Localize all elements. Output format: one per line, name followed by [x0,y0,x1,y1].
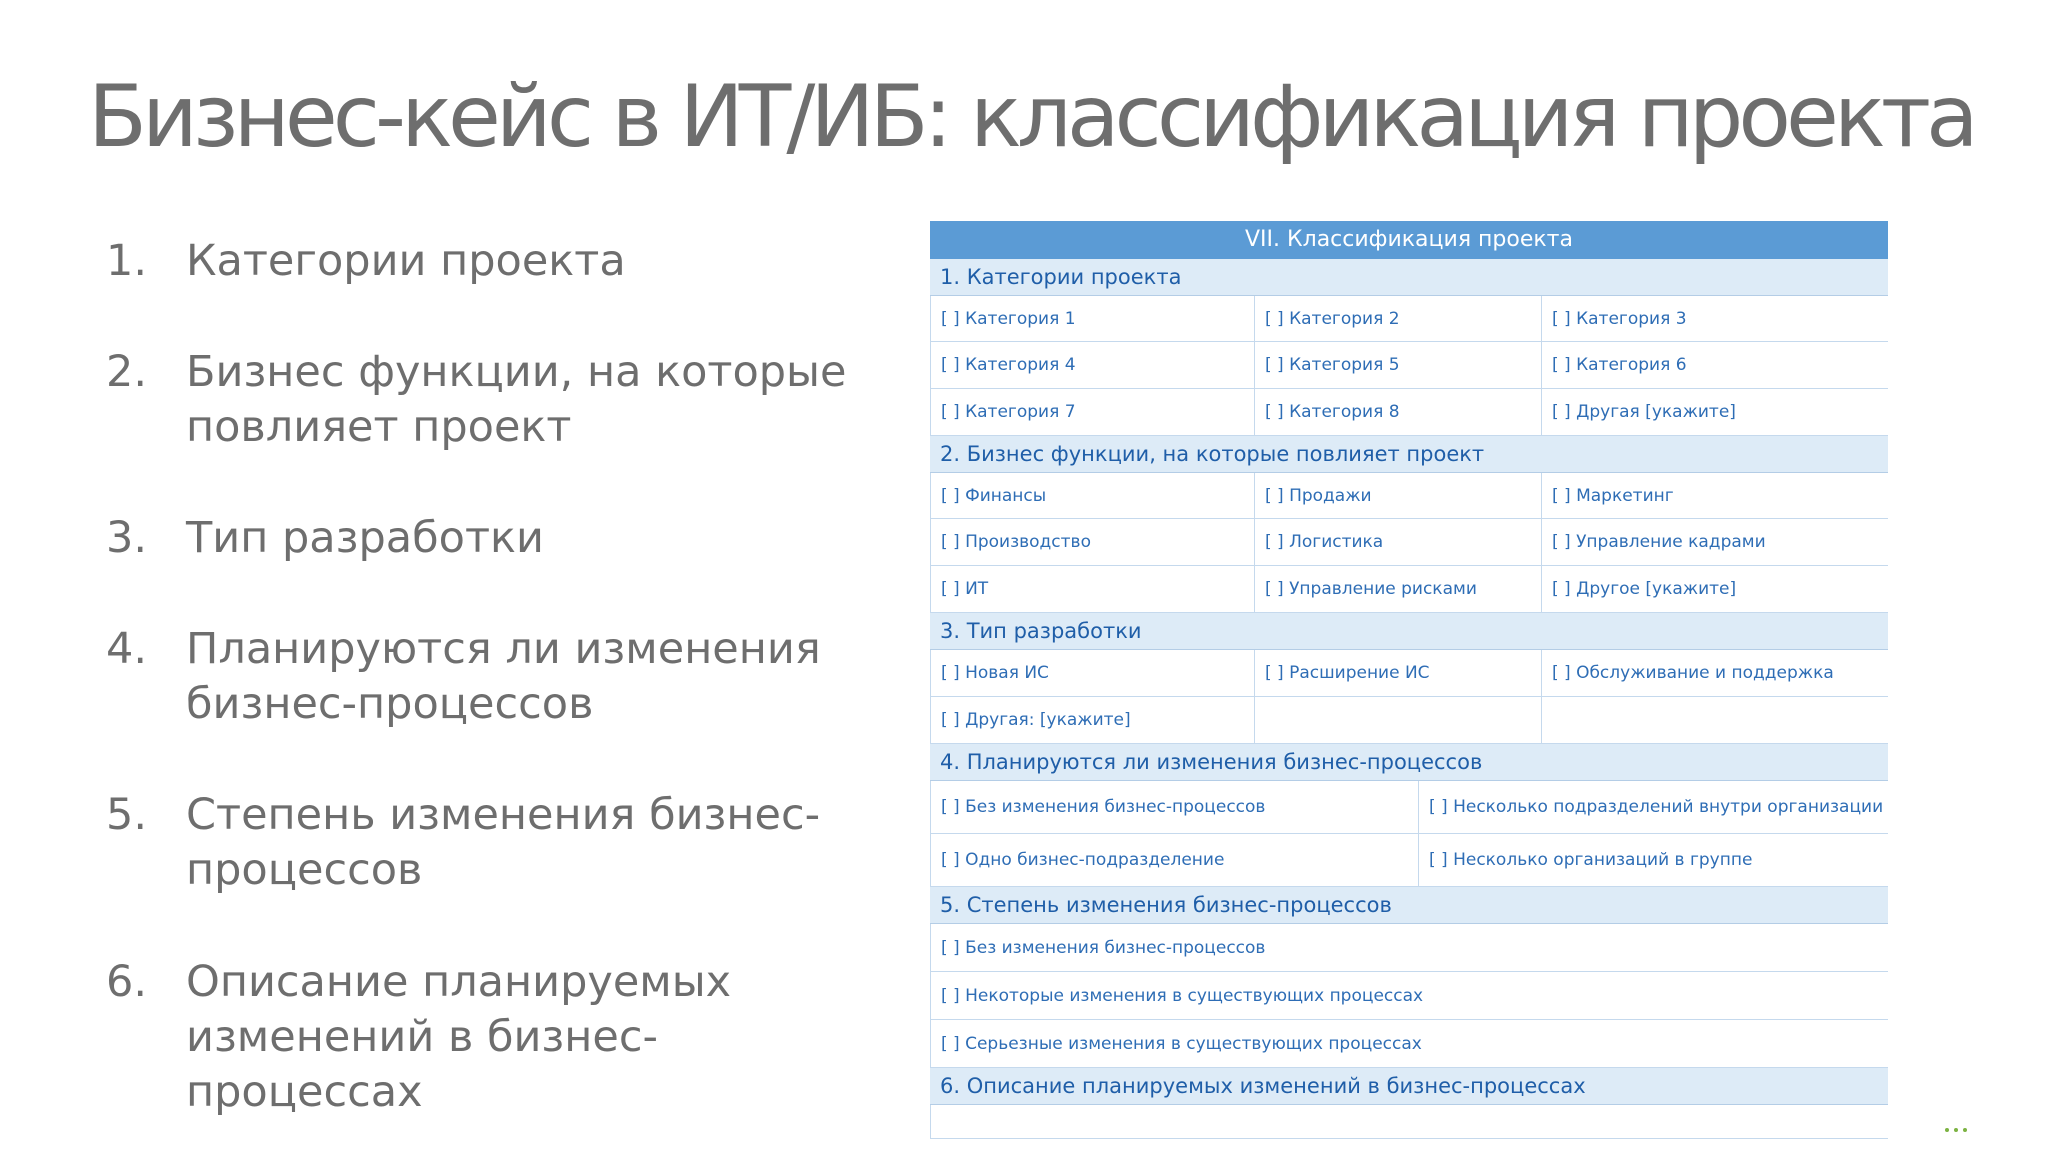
slide-title: Бизнес-кейс в ИТ/ИБ: классификация проекта [88,67,1974,167]
checkbox-option[interactable]: [ ] Категория 8 [1255,389,1542,435]
dot [1954,1128,1958,1132]
checkbox-option[interactable]: [ ] Категория 1 [930,296,1255,341]
form-row [930,972,1888,1020]
checkbox-option[interactable]: [ ] Без изменения бизнес-процессов [930,781,1419,833]
checkbox-option[interactable]: [ ] Одно бизнес-подразделение [930,834,1419,886]
agenda-item-text: Категории проекта [186,236,626,286]
agenda-item-text: Степень изменения бизнес-процессов [186,790,821,895]
checkbox-option[interactable]: [ ] Другая: [укажите] [930,697,1255,743]
checkbox-option[interactable]: [ ] Категория 4 [930,342,1255,388]
dot [1945,1128,1949,1132]
form-section-title: 2. Бизнес функции, на которые повлияет проект [930,436,1888,473]
more-dots-icon [1945,1128,1967,1132]
agenda-item-number: 5. [106,790,148,840]
checkbox-option[interactable]: [ ] Логистика [1255,519,1542,565]
form-row [930,473,1888,519]
form-section-title: 1. Категории проекта [930,259,1888,296]
form-row [930,342,1888,389]
checkbox-option[interactable]: [ ] Несколько организаций в группе [1429,850,1753,870]
form-section-title: 6. Описание планируемых изменений в бизнес-процессах [930,1068,1888,1105]
form-section-title: 5. Степень изменения бизнес-процессов [930,887,1888,924]
checkbox-option[interactable]: [ ] ИТ [930,566,1255,612]
form-row [930,519,1888,566]
agenda-item-text: Описание планируемых изменений в бизнес-процессах [186,957,732,1117]
form-row [930,566,1888,613]
checkbox-option[interactable]: [ ] Категория 2 [1255,296,1542,341]
checkbox-option[interactable]: [ ] Без изменения бизнес-процессов [930,924,1888,971]
checkbox-option[interactable]: [ ] Продажи [1255,473,1542,518]
checkbox-option[interactable]: [ ] Управление кадрами [1552,532,1766,552]
checkbox-option[interactable]: [ ] Обслуживание и поддержка [1552,663,1834,683]
form-row [930,781,1888,834]
agenda-item-text: Тип разработки [186,513,544,563]
empty-cell [1542,697,1888,743]
checkbox-option[interactable]: [ ] Расширение ИС [1255,650,1542,696]
checkbox-option[interactable]: [ ] Категория 3 [1552,308,1687,329]
empty-cell [1255,697,1542,743]
agenda-item-text: Планируются ли изменения бизнес-процессов [186,624,821,729]
classification-form [930,221,1888,1139]
form-section-title: 3. Тип разработки [930,613,1888,650]
form-row [930,834,1888,887]
checkbox-option[interactable]: [ ] Маркетинг [1552,485,1674,506]
checkbox-option[interactable]: [ ] Управление рисками [1255,566,1542,612]
checkbox-option[interactable]: [ ] Несколько подразделений внутри организации [1429,797,1884,817]
checkbox-option[interactable]: [ ] Категория 7 [930,389,1255,435]
form-row [930,924,1888,972]
agenda-item-number: 1. [106,236,148,286]
agenda-item-text: Бизнес функции, на которые повлияет проект [186,347,847,452]
description-field[interactable] [930,1105,1888,1139]
checkbox-option[interactable]: [ ] Категория 6 [1552,355,1687,375]
form-header: VII. Классификация проекта [930,221,1888,259]
agenda-item-number: 6. [106,957,148,1007]
agenda-item-number: 2. [106,347,148,397]
checkbox-option[interactable]: [ ] Серьезные изменения в существующих процессах [930,1020,1888,1067]
form-row [930,697,1888,744]
agenda-item-number: 3. [106,513,148,563]
form-row [930,389,1888,436]
form-row [930,296,1888,342]
form-row [930,650,1888,697]
checkbox-option[interactable]: [ ] Некоторые изменения в существующих процессах [930,972,1888,1019]
checkbox-option[interactable]: [ ] Финансы [930,473,1255,518]
checkbox-option[interactable]: [ ] Другая [укажите] [1552,402,1736,422]
checkbox-option[interactable]: [ ] Категория 5 [1255,342,1542,388]
dot [1963,1128,1967,1132]
agenda-item-number: 4. [106,624,148,674]
checkbox-option[interactable]: [ ] Новая ИС [930,650,1255,696]
description-input-area[interactable] [930,1105,1888,1138]
form-section-title: 4. Планируются ли изменения бизнес-процессов [930,744,1888,781]
checkbox-option[interactable]: [ ] Другое [укажите] [1552,579,1737,599]
checkbox-option[interactable]: [ ] Производство [930,519,1255,565]
form-row [930,1020,1888,1068]
